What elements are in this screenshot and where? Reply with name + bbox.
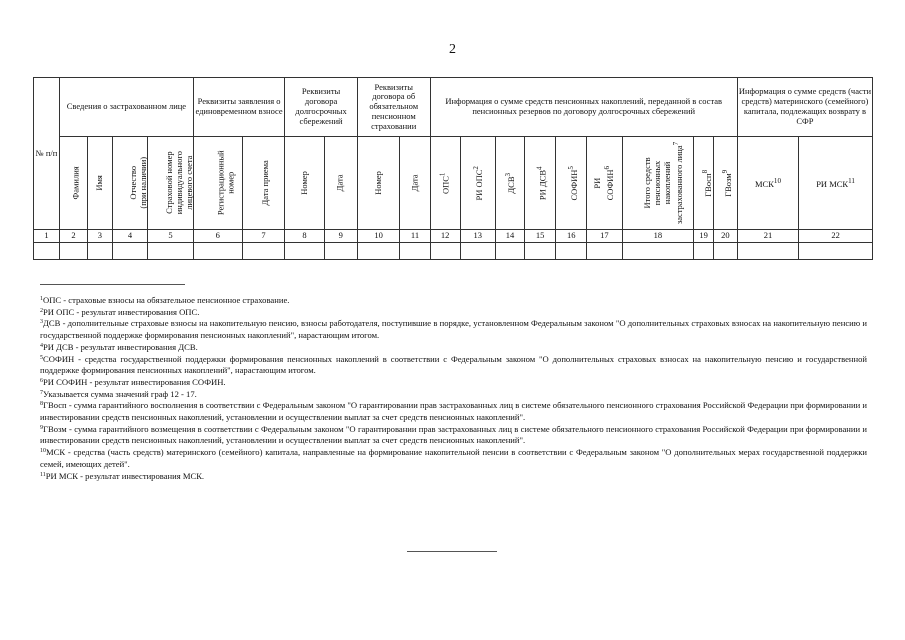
table-cell[interactable]: [737, 243, 798, 260]
pension-funds-table: [33, 77, 873, 260]
col-msk: [737, 137, 798, 230]
col-gvosp-label: [701, 170, 714, 197]
col-ri-ops-label: [472, 166, 485, 200]
col-sofin: [556, 137, 587, 230]
footnote: [40, 307, 867, 319]
insured-person-group: Сведения о застрахованном лице: [59, 78, 193, 137]
footnote: [40, 400, 867, 423]
col-snils-label: Страховой номер индивидуального лицевого счета: [164, 151, 194, 215]
column-number-cell: 13: [460, 230, 495, 243]
col-ltsa-date: [324, 137, 357, 230]
mandatory-insurance-contract-group: Реквизиты договора об обязательном пенсионном страховании: [357, 78, 430, 137]
table-cell[interactable]: [495, 243, 524, 260]
col-name-label: Имя: [94, 175, 105, 191]
footnote-text: ОПС - страховые взносы на обязательное пенсионное страхование.: [43, 295, 290, 305]
footnote-number: 1: [40, 296, 43, 302]
col-msk-sup: 10: [773, 176, 781, 185]
footnote-text: ДСВ - дополнительные страховые взносы на накопительную пенсию, взносы работодателя, поступившие в порядке, установленном Федеральным законом "О дополнительных страховых взносах на накопительную пенсию и государственной поддержке формирования пенсионных накоплений", нарастающим итогом.: [40, 318, 867, 341]
col-ops-number: [357, 137, 400, 230]
col-msk-text: МСК: [755, 178, 774, 189]
col-ri-sofin-label: РИ СОФИН$^6$: [592, 165, 615, 201]
footnote: [40, 377, 867, 389]
column-number-cell: 21: [737, 230, 798, 243]
footnotes: [40, 295, 867, 482]
footnote-text: РИ ДСВ - результат инвестирования ДСВ.: [43, 341, 198, 352]
col-gvozm-label: [721, 170, 734, 197]
column-number-cell: 3: [87, 230, 112, 243]
footnote: [40, 471, 867, 483]
footnote: [40, 318, 867, 341]
column-number-cell: 9: [324, 230, 357, 243]
col-total: [622, 137, 694, 230]
column-number-cell: 11: [400, 230, 430, 243]
table-cell[interactable]: [148, 243, 194, 260]
footnote-text: РИ МСК - результат инвестирования МСК.: [45, 470, 205, 481]
col-sofin-label: [567, 166, 580, 200]
table-cell[interactable]: [430, 243, 460, 260]
column-number-cell: 15: [525, 230, 556, 243]
col-ltsa-number-label: Номер: [298, 171, 309, 195]
col-ri-dsv: [525, 137, 556, 230]
col-ops-label: [439, 172, 452, 194]
pension-savings-funds-group: Информация о сумме средств пенсионных накоплений, переданной в состав пенсионных резервов по договору долгосрочных сбережений: [430, 78, 737, 137]
col-accept-date: [242, 137, 285, 230]
col-dsv-sup: 3: [503, 172, 512, 177]
col-gvosp-text: ГВосп: [703, 173, 714, 197]
table-cell[interactable]: [400, 243, 430, 260]
footnote-text: РИ СОФИН - результат инвестирования СОФИН.: [43, 376, 226, 387]
table-cell[interactable]: [193, 243, 242, 260]
col-ri-sofin: [587, 137, 622, 230]
col-patronymic-label: Отчество (при наличии): [127, 157, 148, 209]
col-gvosp-sup: 8: [701, 169, 710, 174]
table-cell[interactable]: [460, 243, 495, 260]
column-number-cell: 14: [495, 230, 524, 243]
footnote: [40, 342, 867, 354]
footnote-number: 3: [40, 319, 43, 326]
table-cell[interactable]: [34, 243, 60, 260]
col-ri-dsv-label: [536, 166, 549, 200]
footnote-number: 8: [40, 401, 43, 408]
col-dsv-label: [504, 173, 517, 194]
col-total-sup: 7: [672, 141, 681, 146]
footnote-text: СОФИН - средства государственной поддержки формирования пенсионных накоплений в соответствии с Федеральным законом "О дополнительных страховых взносах на накопительную пенсию и государственной поддержке формирования пенсионных накоплений", нарастающим итогом.: [40, 353, 867, 376]
table-cell[interactable]: [622, 243, 694, 260]
bottom-rule: [407, 551, 497, 552]
table-cell[interactable]: [112, 243, 147, 260]
footnote-text: Указывается сумма значений граф 12 - 17.: [43, 388, 197, 399]
table-cell[interactable]: [87, 243, 112, 260]
col-ops: [430, 137, 460, 230]
col-ri-ops-sup: 2: [471, 165, 480, 170]
table-cell[interactable]: [587, 243, 622, 260]
col-snils: [148, 137, 194, 230]
column-number-cell: 19: [694, 230, 714, 243]
column-number-cell: 1: [34, 230, 60, 243]
col-sofin-text: СОФИН: [568, 169, 579, 201]
col-name: [87, 137, 112, 230]
column-number-cell: 6: [193, 230, 242, 243]
column-number-cell: 20: [713, 230, 737, 243]
col-ri-dsv-sup: 4: [535, 166, 544, 170]
column-numbering-row: [34, 230, 873, 243]
col-ops-sup: 1: [438, 172, 447, 176]
footnote: [40, 295, 867, 307]
col-total-label: Итого средств пенсионных накоплений застрахованного лица$^7$: [641, 141, 684, 225]
col-ri-ops: [460, 137, 495, 230]
footnote-number: 10: [40, 448, 46, 455]
col-gvosp: [694, 137, 714, 230]
long-term-savings-contract-group: Реквизиты договора долгосрочных сбережений: [285, 78, 358, 137]
column-number-cell: 22: [799, 230, 873, 243]
column-number-cell: 2: [59, 230, 87, 243]
column-number-cell: 18: [622, 230, 694, 243]
col-sofin-sup: 5: [567, 165, 576, 170]
col-gvozm: [713, 137, 737, 230]
maternity-capital-group: Информация о сумме средств (части средств) материнского (семейного) капитала, подлежащих возврату в СФР: [737, 78, 872, 137]
footnote-number: 5: [40, 354, 43, 361]
footnote-text: ГВосп - сумма гарантийного восполнения в соответствии с Федеральным законом "О гарантировании прав застрахованных лиц в системе обязательного пенсионного страхования Российской Федерации при формировании и инвестировании средств пенсионных накоплений, установлении и осуществлении выплат за счет средств пенсионных накоплений".: [40, 400, 867, 423]
col-ops-text: ОПС: [440, 175, 451, 194]
table-cell[interactable]: [525, 243, 556, 260]
page-number: 2: [449, 42, 456, 57]
table-cell[interactable]: [556, 243, 587, 260]
footnote-text: ГВозм - сумма гарантийного возмещения в соответствии с Федеральным законом "О гарантировании прав застрахованных лиц в системе обязательного пенсионного страхования Российской Федерации при формировании и инвестировании средств пенсионных накоплений, установлении и осуществлении выплат за счет средств пенсионных накоплений".: [40, 423, 867, 446]
table-cell[interactable]: [285, 243, 324, 260]
col-ops-date: [400, 137, 430, 230]
col-ri-sofin-sup: 6: [603, 165, 612, 170]
column-number-cell: 5: [148, 230, 194, 243]
col-surname-label: Фамилия: [70, 166, 81, 200]
footnote-number: 9: [40, 424, 43, 431]
col-dsv: [495, 137, 524, 230]
col-surname: [59, 137, 87, 230]
footnote-number: 4: [40, 342, 43, 349]
column-number-cell: 17: [587, 230, 622, 243]
footnote: [40, 354, 867, 377]
footnote: [40, 447, 867, 470]
column-number-cell: 12: [430, 230, 460, 243]
col-ri-ops-text: РИ ОПС: [473, 169, 484, 201]
col-gvozm-sup: 9: [721, 169, 730, 174]
footnote-number: 6: [40, 377, 43, 384]
footnote-separator: [40, 284, 185, 285]
footnote-number: 11: [40, 471, 46, 478]
col-ltsa-number: [285, 137, 324, 230]
table-cell[interactable]: [357, 243, 400, 260]
footnote-text: МСК - средства (часть средств) материнского (семейного) капитала, направленные на формирование накопительной пенсии в соответствии с Федеральным законом "О дополнительных мерах государственной поддержки семей, имеющих детей".: [40, 447, 867, 469]
col-ri-msk: [799, 137, 873, 230]
column-number-cell: 10: [357, 230, 400, 243]
col-reg-number: [193, 137, 242, 230]
col-dsv-text: ДСВ: [505, 176, 516, 194]
column-number-cell: 4: [112, 230, 147, 243]
table-cell[interactable]: [324, 243, 357, 260]
table-cell[interactable]: [694, 243, 714, 260]
table-cell[interactable]: [59, 243, 87, 260]
col-gvozm-text: ГВозм: [722, 173, 733, 197]
table-cell[interactable]: [242, 243, 285, 260]
col-reg-number-label: Регистрационный номер: [215, 150, 236, 216]
col-ri-msk-sup: 11: [848, 176, 855, 185]
column-number-cell: 7: [242, 230, 285, 243]
footnote-text: РИ ОПС - результат инвестирования ОПС.: [43, 306, 200, 317]
col-ri-msk-text: РИ МСК: [816, 178, 849, 189]
lump-sum-application-group: Реквизиты заявления о единовременном взносе: [193, 78, 284, 137]
col-ltsa-date-label: Дата: [334, 174, 345, 192]
footnote-number: 2: [40, 307, 43, 314]
column-number-cell: 16: [556, 230, 587, 243]
col-ops-number-label: Номер: [372, 171, 383, 195]
col-accept-date-label: Дата приема: [259, 160, 270, 206]
col-ri-dsv-text: РИ ДСВ: [537, 169, 548, 200]
table-cell[interactable]: [713, 243, 737, 260]
row-number-header: № п/п: [34, 78, 60, 230]
col-ops-date-label: Дата: [409, 174, 420, 192]
col-patronymic: [112, 137, 147, 230]
footnote: [40, 424, 867, 447]
footnote: [40, 389, 867, 401]
column-number-cell: 8: [285, 230, 324, 243]
table-cell[interactable]: [799, 243, 873, 260]
footnote-number: 7: [40, 389, 43, 396]
empty-data-row: [34, 243, 873, 260]
